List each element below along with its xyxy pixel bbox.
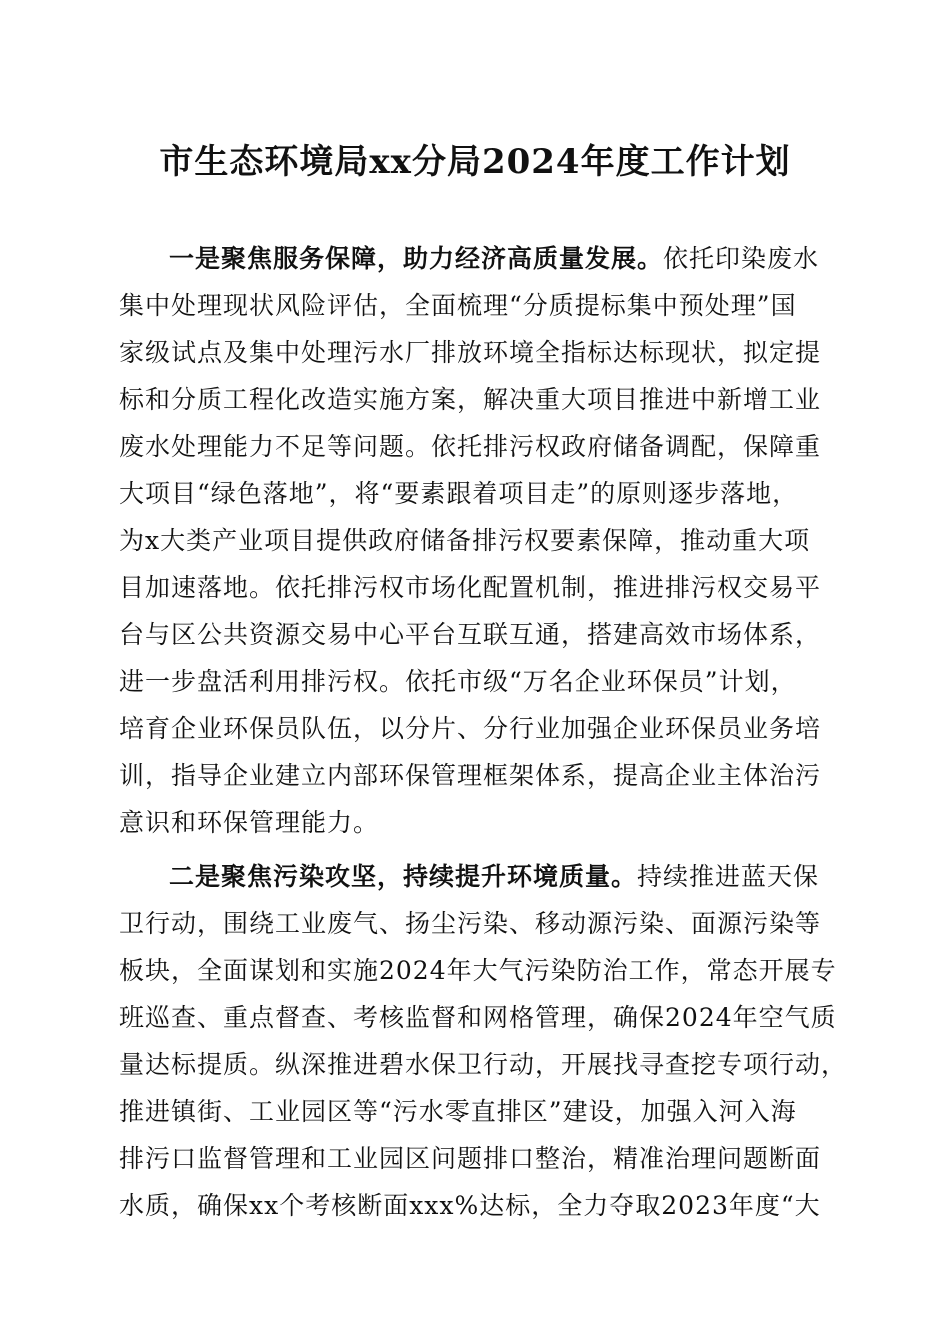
paragraph-line: [119, 235, 831, 282]
paragraph-line: 大项目“绿色落地”，将“要素跟着项目走”的原则逐步落地，: [119, 479, 799, 508]
paragraph-line: 意识和环保管理能力。: [119, 808, 380, 837]
paragraph-line: 培育企业环保员队伍，以分片、分行业加强企业环保员业务培: [119, 714, 822, 743]
paragraph-line: 家级试点及集中处理污水厂排放环境全指标达标现状，拟定提: [119, 338, 822, 367]
document-body: [119, 235, 848, 1236]
paragraph-line: 排污口监督管理和工业园区问题排口整治，精准治理问题断面: [119, 1144, 822, 1173]
paragraph-line: 训，指导企业建立内部环保管理框架体系，提高企业主体治污: [119, 761, 822, 790]
paragraph-text: 依托印染废水: [663, 244, 820, 273]
paragraph-line: 目加速落地。依托排污权市场化配置机制，推进排污权交易平: [119, 573, 822, 602]
paragraph-lead: 二是聚焦污染攻坚，持续提升环境质量。: [169, 862, 638, 891]
document-title: 市生态环境局xx分局2024年度工作计划: [159, 142, 791, 182]
paragraph-1: [119, 235, 831, 846]
paragraph-lead: 一是聚焦服务保障，助力经济高质量发展。: [169, 244, 664, 273]
paragraph-line: 推进镇街、工业园区等“污水零直排区”建设，加强入河入海: [119, 1097, 797, 1126]
paragraph-line: 集中处理现状风险评估，全面梳理“分质提标集中预处理”国: [119, 291, 797, 320]
paragraph-line: 水质，确保xx个考核断面xxx%达标，全力夺取2023年度“大: [119, 1191, 821, 1220]
paragraph-line: [119, 853, 831, 900]
paragraph-line: 班巡查、重点督查、考核监督和网格管理，确保2024年空气质: [119, 1003, 837, 1032]
paragraph-line: 为x大类产业项目提供政府储备排污权要素保障，推动重大项: [119, 526, 811, 555]
paragraph-text: 持续推进蓝天保: [637, 862, 820, 891]
paragraph-line: 板块，全面谋划和实施2024年大气污染防治工作，常态开展专: [119, 956, 837, 985]
paragraph-line: 量达标提质。纵深推进碧水保卫行动，开展找寻查挖专项行动，: [119, 1050, 848, 1079]
paragraph-line: 标和分质工程化改造实施方案，解决重大项目推进中新增工业: [119, 385, 822, 414]
paragraph-line: 台与区公共资源交易中心平台互联互通，搭建高效市场体系，: [119, 620, 822, 649]
paragraph-line: 进一步盘活利用排污权。依托市级“万名企业环保员”计划，: [119, 667, 797, 696]
paragraph-line: 废水处理能力不足等问题。依托排污权政府储备调配，保障重: [119, 432, 822, 461]
paragraph-line: 卫行动，围绕工业废气、扬尘污染、移动源污染、面源污染等: [119, 909, 822, 938]
paragraph-2: [119, 853, 848, 1229]
